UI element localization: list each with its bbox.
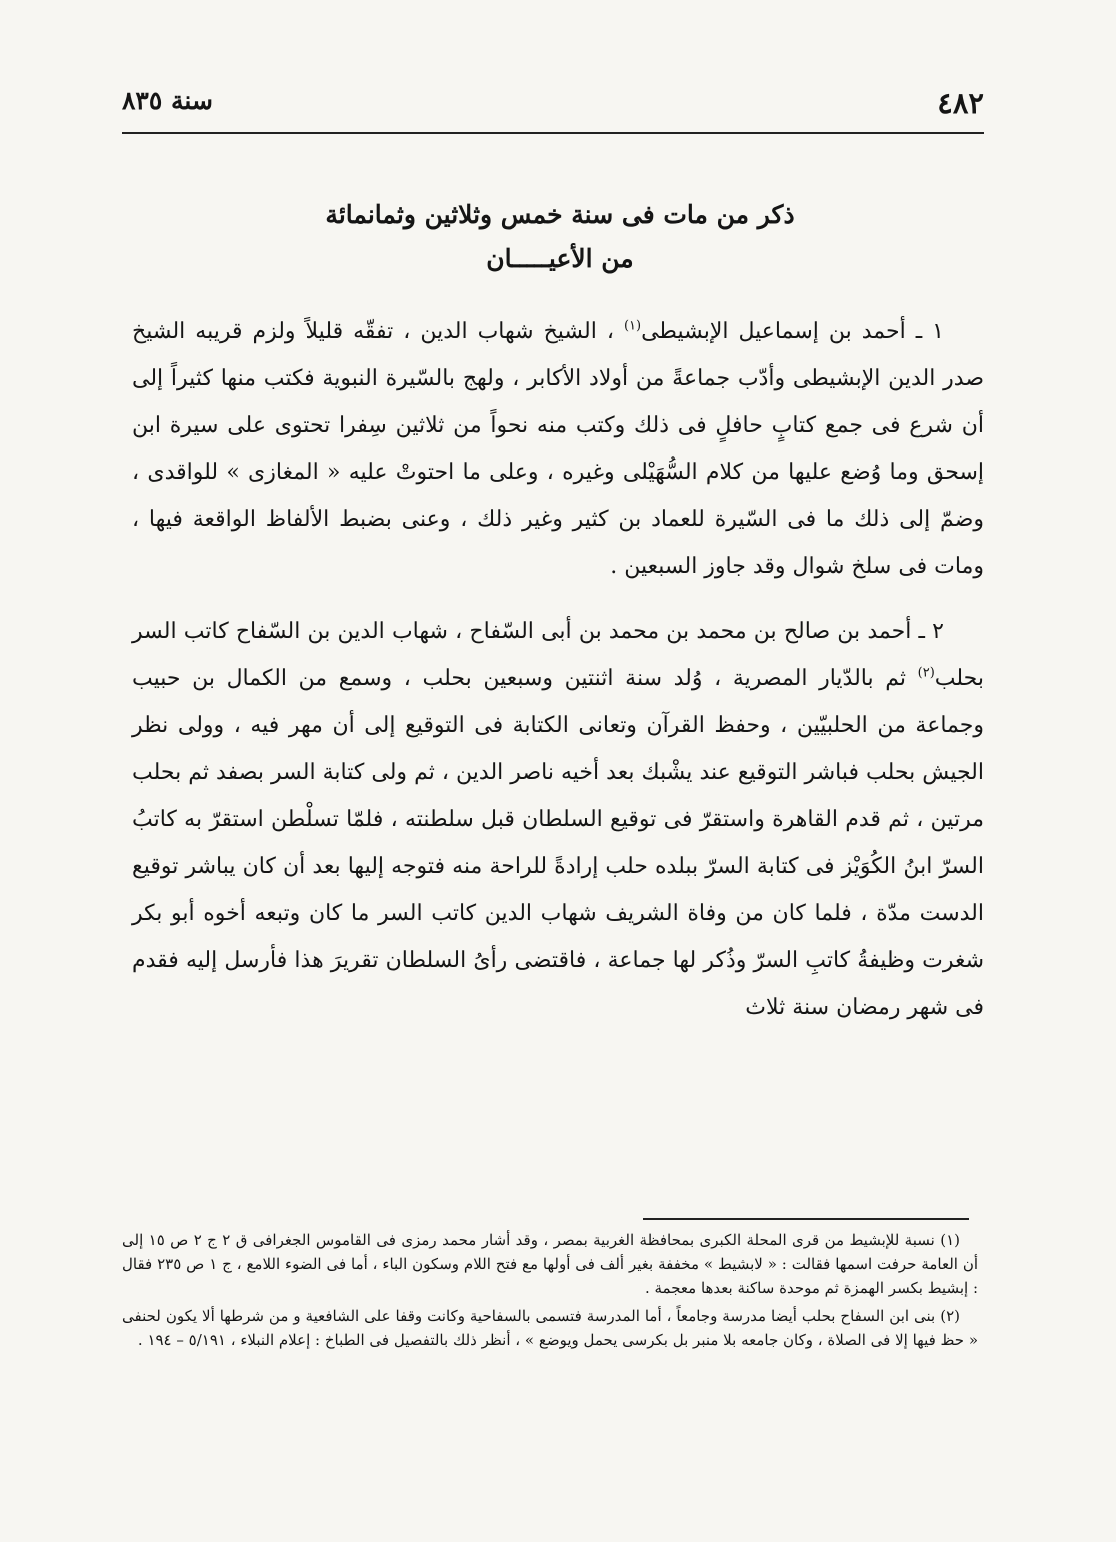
footnote-1 — [122, 1228, 978, 1300]
year-label: سنة ٨٣٥ — [122, 86, 213, 115]
footnote-ref: (١) — [623, 318, 642, 334]
footnotes — [122, 1228, 978, 1356]
footnote-2 — [122, 1304, 978, 1352]
header-rule — [122, 132, 984, 134]
entry-name: أحمد بن إسماعيل الإبشيطى — [641, 319, 906, 344]
entry-number: ١ ـ — [915, 319, 944, 344]
footnote-rule — [643, 1218, 969, 1220]
entry-text: ثم بالدّيار المصرية ، وُلد سنة اثنتين وسبعين بحلب ، وسمع من الكمال بن حبيب وجماعة من الحلبيّين ، وحفظ القرآن وتعانى الكتابة فى التوقيع إلى أن مهر فيه ، وولى نظر الجيش بحلب فباشر التوقيع عند يشْبك بعد أخيه ناصر الدين ، ثم ولى كتابة السر بصفد ثم بحلب مرتين ، ثم قدم القاهرة واستقرّ فى توقيع السلطان قبل سلطنته ، فلمّا تسلْطن استقرّ به كاتبُ السرّ ابنُ الكُوَيْز فى كتابة السرّ ببلده حلب إرادةً للراحة منه فتوجه إليها بعد أن كان يباشر توقيع الدست مدّة ، فلما كان من وفاة الشريف شهاب الدين كاتب السر ما كان وتبعه أخوه أبو بكر شغرت وظيفةُ كاتبِ السرّ وذُكر لها جماعة ، فاقتضى رأىُ السلطان تقريرَ هذا فأرسل إليه فقدم فى شهر رمضان سنة ثلاث — [132, 666, 984, 1020]
footnote-marker: (١) — [940, 1231, 960, 1249]
section-title: ذكر من مات فى سنة خمس وثلاثين وثمانمائة — [325, 200, 795, 229]
running-head — [122, 86, 984, 130]
entry-number: ٢ ـ — [918, 619, 944, 644]
page-number: ٤٨٢ — [937, 86, 984, 120]
entry-lead: أحمد بن صالح بن محمد بن محمد بن أبى السّفاح ، شهاب الدين بن السّفاح كاتب السر بحلب — [132, 619, 984, 691]
entry-text: ، الشيخ شهاب الدين ، تفقّه قليلاً ولزم قريبه الشيخ صدر الدين الإبشيطى وأدّب جماعةً من أولاد الأكابر ، ولهج بالسّيرة النبوية فكتب منها كثيراً إلى أن شرع فى جمع كتابٍ حافلٍ فى ذلك وكتب منه نحواً من ثلاثين سِفرا تحتوى على سيرة ابن إسحق وما وُضع عليها من كلام السُّهَيْلى وغيره ، وعلى ما احتوتْ عليه « المغازى » للواقدى ، وضمّ إلى ذلك ما فى السّيرة للعماد بن كثير وغير ذلك ، وعنى بضبط الألفاظ الواقعة فيها ، ومات فى سلخ شوال وقد جاوز السبعين . — [132, 319, 984, 579]
footnote-text: بنى ابن السفاح بحلب أيضا مدرسة وجامعاً ، أما المدرسة فتسمى بالسفاحية وكانت وقفا على الشافعية و من شرطها ألا يكون لحنفى « حظ فيها إلا فى الصلاة ، وكان جامعه بلا منبر بل بكرسى يحمل ويوضع » ، أنظر ذلك بالتفصيل فى الطباخ : إعلام النبلاء ، ٥/١٩١ – ١٩٤ . — [122, 1307, 978, 1349]
main-text — [132, 308, 984, 1031]
footnote-marker: (٢) — [940, 1307, 960, 1325]
footnote-ref: (٢) — [917, 665, 935, 681]
entry-2 — [132, 608, 984, 1031]
footnote-text: نسبة للإبشيط من قرى المحلة الكبرى بمحافظة الغربية بمصر ، وقد أشار محمد رمزى فى القاموس الجغرافى ق ٢ ج ٢ ص ١٥ إلى أن العامة حرفت اسمها فقالت : « لابشيط » مخففة بغير ألف فى أولها مع فتح اللام وسكون الباء ، أما فى الضوء اللامع ، ج ١ ص ٢٣٥ فقال : إبشيط بكسر الهمزة ثم موحدة ساكنة بعدها معجمة . — [122, 1231, 979, 1297]
section-subtitle: من الأعيـــــان — [486, 244, 634, 273]
entry-1 — [132, 308, 984, 590]
